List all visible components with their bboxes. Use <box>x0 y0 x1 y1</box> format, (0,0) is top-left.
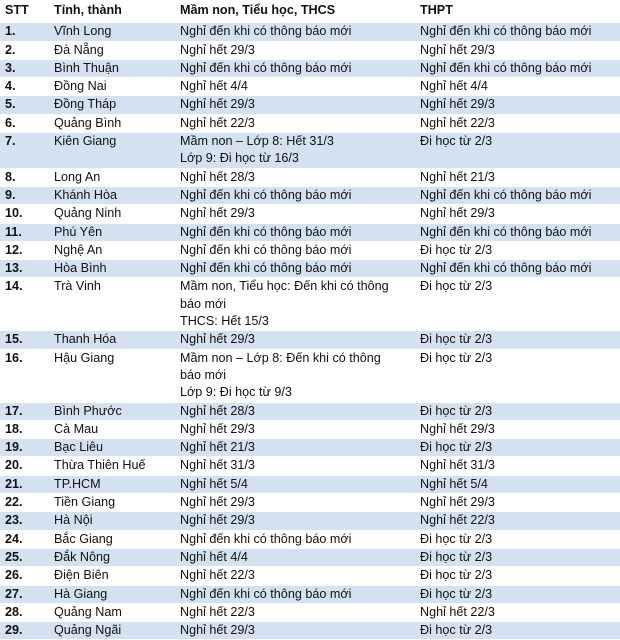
cell-stt: 23. <box>0 512 49 530</box>
cell-province: Kiên Giang <box>49 133 175 169</box>
cell-primary-line: Nghỉ đến khi có thông báo mới <box>180 224 352 239</box>
cell-highschool: Đi học từ 2/3 <box>415 622 620 640</box>
cell-province: Thanh Hóa <box>49 331 175 349</box>
cell-primary-line: Nghỉ hết 29/3 <box>180 623 255 638</box>
table-row <box>0 331 620 349</box>
header-primary: Mầm non, Tiểu học, THCS <box>175 0 415 23</box>
cell-province: Quảng Ngãi <box>49 622 175 640</box>
cell-stt: 13. <box>0 260 49 278</box>
table-row <box>0 548 620 566</box>
table-row <box>0 567 620 585</box>
table-row <box>0 114 620 132</box>
cell-stt: 29. <box>0 622 49 640</box>
cell-primary <box>175 96 415 114</box>
table-row <box>0 260 620 278</box>
cell-highschool: Nghỉ đến khi có thông báo mới <box>415 23 620 41</box>
table-row <box>0 603 620 621</box>
cell-province: Thừa Thiên Huế <box>49 457 175 475</box>
cell-stt: 8. <box>0 168 49 186</box>
cell-primary <box>175 622 415 640</box>
cell-primary <box>175 205 415 223</box>
header-highschool: THPT <box>415 0 620 23</box>
cell-stt: 1. <box>0 23 49 41</box>
cell-primary-line: Nghỉ hết 29/3 <box>180 97 255 112</box>
cell-primary-line: Nghỉ đến khi có thông báo mới <box>180 187 352 202</box>
cell-province: Hòa Bình <box>49 260 175 278</box>
cell-stt: 15. <box>0 331 49 349</box>
cell-highschool: Nghỉ hết 31/3 <box>415 457 620 475</box>
table-row <box>0 41 620 59</box>
cell-stt: 16. <box>0 349 49 402</box>
cell-primary-line: Nghỉ đến khi có thông báo mới <box>180 531 352 546</box>
cell-stt: 2. <box>0 41 49 59</box>
cell-province: Quảng Bình <box>49 114 175 132</box>
cell-primary-line: Nghỉ hết 31/3 <box>180 458 255 473</box>
cell-primary <box>175 567 415 585</box>
table-row <box>0 96 620 114</box>
table-row <box>0 622 620 640</box>
header-province: Tỉnh, thành <box>49 0 175 23</box>
cell-highschool: Đi học từ 2/3 <box>415 278 620 331</box>
cell-province: Long An <box>49 168 175 186</box>
cell-primary-line: Nghỉ hết 29/3 <box>180 332 255 347</box>
cell-primary <box>175 475 415 493</box>
cell-stt: 28. <box>0 603 49 621</box>
cell-primary-line: Nghỉ đến khi có thông báo mới <box>180 242 352 257</box>
cell-highschool: Đi học từ 2/3 <box>415 567 620 585</box>
cell-stt: 14. <box>0 278 49 331</box>
cell-stt: 6. <box>0 114 49 132</box>
cell-province: Hậu Giang <box>49 349 175 402</box>
cell-highschool: Nghỉ đến khi có thông báo mới <box>415 59 620 77</box>
cell-highschool: Nghỉ hết 29/3 <box>415 41 620 59</box>
cell-primary-line: Nghỉ đến khi có thông báo mới <box>180 24 352 39</box>
cell-primary <box>175 548 415 566</box>
cell-highschool: Đi học từ 2/3 <box>415 349 620 402</box>
cell-province: Bình Thuận <box>49 59 175 77</box>
cell-province: Quảng Nam <box>49 603 175 621</box>
table-row <box>0 241 620 259</box>
cell-highschool: Đi học từ 2/3 <box>415 402 620 420</box>
cell-primary-line: Nghỉ hết 29/3 <box>180 495 255 510</box>
cell-primary-line: Nghỉ hết 5/4 <box>180 476 248 491</box>
cell-primary-line: Nghỉ hết 29/3 <box>180 42 255 57</box>
cell-primary <box>175 260 415 278</box>
table-row <box>0 420 620 438</box>
cell-highschool: Đi học từ 2/3 <box>415 439 620 457</box>
cell-highschool: Nghỉ hết 22/3 <box>415 114 620 132</box>
cell-primary <box>175 241 415 259</box>
table-row <box>0 278 620 331</box>
cell-province: Bắc Giang <box>49 530 175 548</box>
cell-highschool: Nghỉ đến khi có thông báo mới <box>415 186 620 204</box>
cell-highschool: Nghỉ hết 5/4 <box>415 475 620 493</box>
cell-primary <box>175 603 415 621</box>
cell-province: Bình Phước <box>49 402 175 420</box>
cell-primary-line: Nghỉ hết 22/3 <box>180 604 255 619</box>
cell-province: Điện Biên <box>49 567 175 585</box>
cell-highschool: Nghỉ hết 22/3 <box>415 512 620 530</box>
table-row <box>0 457 620 475</box>
cell-primary-line: Nghỉ hết 28/3 <box>180 403 255 418</box>
table-row <box>0 78 620 96</box>
table-row <box>0 530 620 548</box>
table-row <box>0 23 620 41</box>
cell-province: Vĩnh Long <box>49 23 175 41</box>
cell-primary <box>175 349 415 402</box>
cell-primary <box>175 223 415 241</box>
cell-stt: 20. <box>0 457 49 475</box>
table-row <box>0 223 620 241</box>
cell-highschool: Nghỉ đến khi có thông báo mới <box>415 260 620 278</box>
cell-primary-line: Nghỉ đến khi có thông báo mới <box>180 60 352 75</box>
cell-highschool: Nghỉ hết 4/4 <box>415 78 620 96</box>
cell-province: Phú Yên <box>49 223 175 241</box>
cell-primary <box>175 530 415 548</box>
header-row <box>0 0 620 23</box>
cell-stt: 17. <box>0 402 49 420</box>
cell-stt: 11. <box>0 223 49 241</box>
cell-province: Hà Giang <box>49 585 175 603</box>
cell-highschool: Nghỉ hết 29/3 <box>415 96 620 114</box>
cell-primary-line: Nghỉ đến khi có thông báo mới <box>180 261 352 276</box>
cell-province: Khánh Hòa <box>49 186 175 204</box>
cell-stt: 3. <box>0 59 49 77</box>
cell-province: Tiền Giang <box>49 494 175 512</box>
cell-highschool: Đi học từ 2/3 <box>415 241 620 259</box>
cell-highschool: Đi học từ 2/3 <box>415 530 620 548</box>
cell-province: Quảng Ninh <box>49 205 175 223</box>
table-row <box>0 186 620 204</box>
cell-primary-line: báo mới <box>180 367 227 382</box>
cell-province: Bạc Liêu <box>49 439 175 457</box>
cell-province: Đắk Nông <box>49 548 175 566</box>
cell-primary <box>175 168 415 186</box>
cell-primary <box>175 457 415 475</box>
cell-stt: 24. <box>0 530 49 548</box>
cell-primary-line: Mầm non – Lớp 8: Hết 31/3 <box>180 134 334 149</box>
cell-stt: 19. <box>0 439 49 457</box>
cell-stt: 21. <box>0 475 49 493</box>
cell-primary-line: Mầm non – Lớp 8: Đến khi có thông <box>180 350 381 365</box>
table-row <box>0 59 620 77</box>
cell-primary-line: Mầm non, Tiểu học: Đến khi có thông <box>180 279 389 294</box>
cell-highschool: Nghỉ hết 29/3 <box>415 420 620 438</box>
cell-stt: 7. <box>0 133 49 169</box>
cell-primary <box>175 186 415 204</box>
cell-highschool: Đi học từ 2/3 <box>415 548 620 566</box>
cell-primary <box>175 133 415 169</box>
cell-province: TP.HCM <box>49 475 175 493</box>
cell-primary-line: Nghỉ hết 28/3 <box>180 169 255 184</box>
cell-province: Đồng Nai <box>49 78 175 96</box>
cell-province: Trà Vinh <box>49 278 175 331</box>
cell-primary-line: Nghỉ đến khi có thông báo mới <box>180 586 352 601</box>
table-row <box>0 168 620 186</box>
cell-primary-line: Lớp 9: Đi học từ 16/3 <box>180 151 299 166</box>
cell-province: Cà Mau <box>49 420 175 438</box>
cell-province: Đồng Tháp <box>49 96 175 114</box>
cell-primary <box>175 494 415 512</box>
cell-stt: 9. <box>0 186 49 204</box>
cell-primary <box>175 585 415 603</box>
cell-highschool: Đi học từ 2/3 <box>415 585 620 603</box>
cell-primary <box>175 114 415 132</box>
cell-primary-line: Nghỉ hết 22/3 <box>180 115 255 130</box>
table-row <box>0 512 620 530</box>
cell-primary-line: Nghỉ hết 29/3 <box>180 206 255 221</box>
cell-primary <box>175 439 415 457</box>
cell-stt: 5. <box>0 96 49 114</box>
cell-highschool: Đi học từ 2/3 <box>415 133 620 169</box>
table-row <box>0 475 620 493</box>
cell-primary <box>175 512 415 530</box>
cell-province: Đà Nẵng <box>49 41 175 59</box>
table-body <box>0 23 620 640</box>
cell-primary-line: Nghỉ hết 22/3 <box>180 568 255 583</box>
header-stt: STT <box>0 0 49 23</box>
cell-primary <box>175 23 415 41</box>
cell-primary-line: THCS: Hết 15/3 <box>180 314 269 329</box>
cell-stt: 25. <box>0 548 49 566</box>
cell-stt: 18. <box>0 420 49 438</box>
cell-stt: 22. <box>0 494 49 512</box>
cell-highschool: Nghỉ hết 22/3 <box>415 603 620 621</box>
table-row <box>0 402 620 420</box>
cell-highschool: Nghỉ hết 29/3 <box>415 205 620 223</box>
cell-primary <box>175 331 415 349</box>
cell-province: Nghệ An <box>49 241 175 259</box>
cell-stt: 27. <box>0 585 49 603</box>
cell-highschool: Đi học từ 2/3 <box>415 331 620 349</box>
cell-primary-line: Nghỉ hết 4/4 <box>180 549 248 564</box>
table-row <box>0 133 620 169</box>
cell-primary <box>175 78 415 96</box>
cell-primary-line: Nghỉ hết 4/4 <box>180 79 248 94</box>
table-row <box>0 585 620 603</box>
cell-primary <box>175 402 415 420</box>
table-row <box>0 494 620 512</box>
cell-primary <box>175 59 415 77</box>
cell-province: Hà Nội <box>49 512 175 530</box>
cell-primary-line: Lớp 9: Đi học từ 9/3 <box>180 385 292 400</box>
cell-primary <box>175 41 415 59</box>
cell-highschool: Nghỉ hết 21/3 <box>415 168 620 186</box>
cell-primary <box>175 420 415 438</box>
cell-primary-line: báo mới <box>180 296 227 311</box>
cell-stt: 12. <box>0 241 49 259</box>
cell-highschool: Nghỉ đến khi có thông báo mới <box>415 223 620 241</box>
table-row <box>0 439 620 457</box>
cell-highschool: Nghỉ hết 29/3 <box>415 494 620 512</box>
cell-primary-line: Nghỉ hết 29/3 <box>180 421 255 436</box>
cell-primary-line: Nghỉ hết 21/3 <box>180 440 255 455</box>
cell-primary-line: Nghỉ hết 29/3 <box>180 513 255 528</box>
cell-primary <box>175 278 415 331</box>
table-row <box>0 349 620 402</box>
cell-stt: 4. <box>0 78 49 96</box>
cell-stt: 10. <box>0 205 49 223</box>
cell-stt: 26. <box>0 567 49 585</box>
table-row <box>0 205 620 223</box>
